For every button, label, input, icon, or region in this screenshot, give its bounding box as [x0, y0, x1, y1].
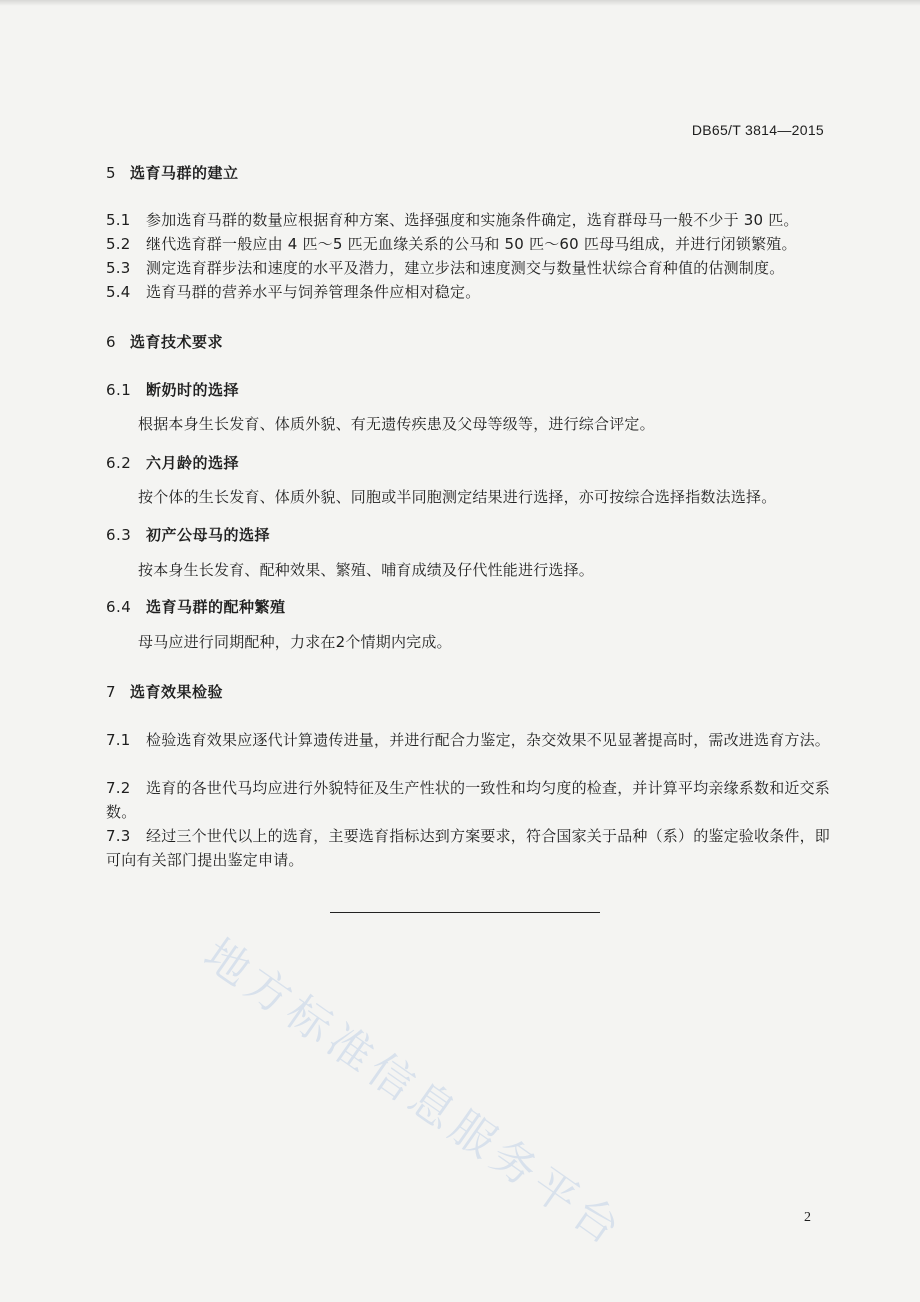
section-title: 选育效果检验: [130, 683, 224, 701]
clause-number: 5.2: [106, 235, 131, 253]
clause-text: 选育的各世代马均应进行外貌特征及生产性状的一致性和均匀度的检查，并计算平均亲缘系数和近交系数。: [106, 779, 831, 821]
section-title: 选育技术要求: [130, 333, 224, 351]
subsection-title: 断奶时的选择: [146, 381, 240, 399]
clause-text: 测定选育群步法和速度的水平及潜力，建立步法和速度测交与数量性状综合育种值的估测制度。: [146, 259, 785, 277]
subsection-number: 6.2: [106, 454, 132, 472]
subsection-title: 选育马群的配种繁殖: [146, 598, 286, 616]
clause-5-2: [106, 232, 830, 256]
section-6-heading: [106, 331, 223, 352]
section-5-heading: [106, 162, 239, 183]
scan-edge: [0, 0, 920, 6]
document-code: DB65/T 3814—2015: [691, 122, 824, 138]
section-number: 7: [106, 683, 117, 701]
subsection-6-3-text: 按本身生长发育、配种效果、繁殖、哺育成绩及仔代性能进行选择。: [138, 561, 595, 579]
clause-number: 5.3: [106, 259, 131, 277]
subsection-title: 初产公母马的选择: [146, 526, 271, 544]
clause-number: 7.3: [106, 827, 131, 845]
clause-text: 经过三个世代以上的选育，主要选育指标达到方案要求，符合国家关于品种（系）的鉴定验收条件，即可向有关部门提出鉴定申请。: [106, 827, 831, 869]
subsection-6-2-text: 按个体的生长发育、体质外貌、同胞或半同胞测定结果进行选择，亦可按综合选择指数法选择。: [138, 488, 777, 506]
clause-5-3: [106, 256, 830, 280]
subsection-number: 6.1: [106, 381, 132, 399]
subsection-6-4-heading: [106, 596, 286, 617]
clause-number: 5.1: [106, 211, 131, 229]
subsection-title: 六月龄的选择: [146, 454, 240, 472]
clause-number: 7.1: [106, 731, 131, 749]
subsection-6-2-heading: [106, 452, 239, 473]
section-number: 6: [106, 333, 117, 351]
clause-number: 5.4: [106, 283, 131, 301]
section-7-heading: [106, 681, 223, 702]
subsection-6-1-heading: [106, 379, 239, 400]
watermark: 地方标准信息服务平台: [194, 929, 634, 1258]
clause-5-1: [106, 208, 830, 232]
clause-7-1: [106, 728, 830, 752]
clause-text: 检验选育效果应逐代计算遗传进量，并进行配合力鉴定，杂交效果不见显著提高时，需改进选育方法。: [146, 731, 831, 749]
clause-7-2: [106, 776, 830, 824]
clause-text: 选育马群的营养水平与饲养管理条件应相对稳定。: [146, 283, 481, 301]
page-number: 2: [804, 1210, 811, 1225]
clause-7-3: [106, 824, 830, 872]
end-rule: [330, 912, 600, 913]
subsection-number: 6.3: [106, 526, 132, 544]
section-title: 选育马群的建立: [130, 164, 239, 182]
subsection-6-1-text: 根据本身生长发育、体质外貌、有无遗传疾患及父母等级等，进行综合评定。: [138, 415, 655, 433]
subsection-6-4-text: 母马应进行同期配种，力求在2个情期内完成。: [138, 633, 452, 651]
subsection-6-3-heading: [106, 524, 270, 545]
clause-text: 参加选育马群的数量应根据育种方案、选择强度和实施条件确定，选育群母马一般不少于 30 匹。: [146, 211, 799, 229]
clause-text: 继代选育群一般应由 4 匹～5 匹无血缘关系的公马和 50 匹～60 匹母马组成，并进行闭锁繁殖。: [146, 235, 797, 253]
section-number: 5: [106, 164, 117, 182]
clause-5-4: [106, 280, 830, 304]
subsection-number: 6.4: [106, 598, 132, 616]
clause-number: 7.2: [106, 779, 131, 797]
